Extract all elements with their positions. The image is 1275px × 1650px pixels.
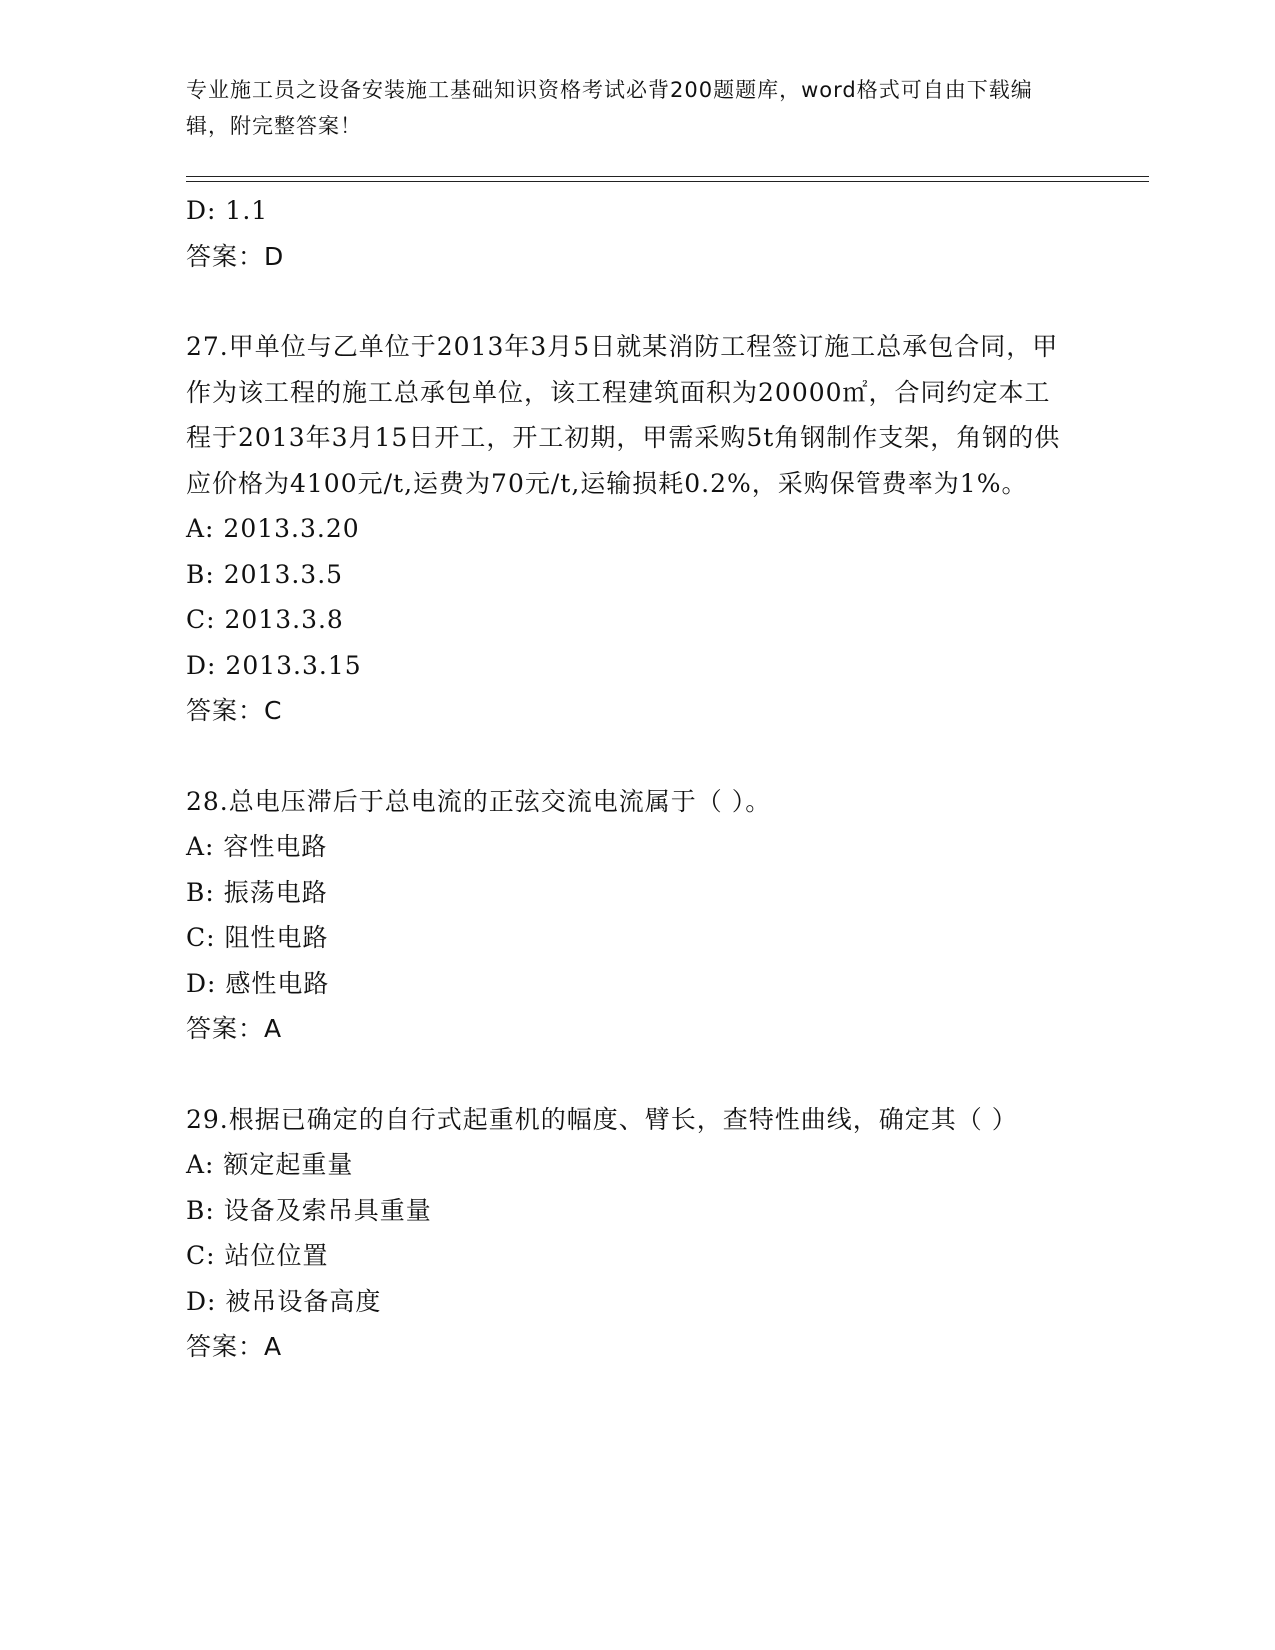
spacer <box>186 279 1066 324</box>
page-header: 专业施工员之设备安装施工基础知识资格考试必背200题题库，word格式可自由下载编辑，附完整答案！ <box>186 78 1033 138</box>
answer: 答案：C <box>186 696 283 725</box>
option-b: B: 2013.3.5 <box>186 559 344 589</box>
option-c: C: 阻性电路 <box>186 923 329 952</box>
option-c: C: 站位位置 <box>186 1241 329 1270</box>
question-stem: 29.根据已确定的自行式起重机的幅度、臂长，查特性曲线，确定其（ ） <box>186 1104 1018 1134</box>
header-rule <box>186 176 1149 182</box>
prev-answer: 答案：D <box>186 241 285 271</box>
question-27 <box>186 324 1066 734</box>
option-a: A: 额定起重量 <box>186 1150 354 1179</box>
option-d: D: 被吊设备高度 <box>186 1286 382 1316</box>
question-stem: 27.甲单位与乙单位于2013年3月5日就某消防工程签订施工总承包合同，甲作为该工程的施工总承包单位，该工程建筑面积为20000㎡，合同约定本工程于2013年3月15日开工，开工初期，甲需采购5t角钢制作支架，角钢的供应价格为4100元/t,运费为70元/t,运输损耗0.2%，采购保管费率为1%。 <box>186 332 1061 498</box>
option-d: D: 2013.3.15 <box>186 650 362 680</box>
answer: 答案：A <box>186 1014 283 1043</box>
option-d: D: 感性电路 <box>186 968 330 998</box>
document-body <box>186 188 1066 1370</box>
option-c: C: 2013.3.8 <box>186 605 344 634</box>
question-29 <box>186 1097 1066 1370</box>
option-a: A: 2013.3.20 <box>186 514 360 543</box>
question-28 <box>186 779 1066 1052</box>
question-stem: 28.总电压滞后于总电流的正弦交流电流属于（ ）。 <box>186 786 772 816</box>
option-b: B: 振荡电路 <box>186 877 328 907</box>
answer: 答案：A <box>186 1332 283 1361</box>
prev-option-d: D: 1.1 <box>186 196 269 225</box>
option-a: A: 容性电路 <box>186 832 328 861</box>
spacer <box>186 1052 1066 1097</box>
option-b: B: 设备及索吊具重量 <box>186 1195 432 1225</box>
spacer <box>186 734 1066 779</box>
